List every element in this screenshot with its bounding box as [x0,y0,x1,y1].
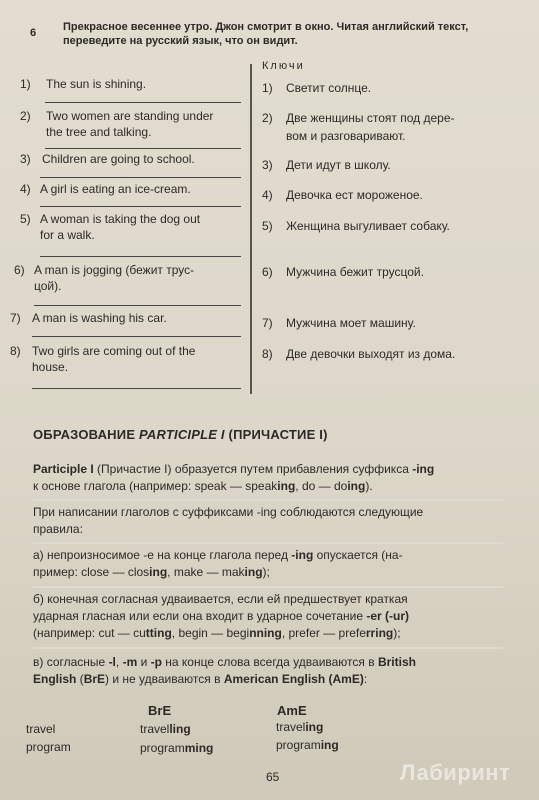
term-british: British [377,655,416,669]
rule-c [33,654,505,688]
key-number: 3) [262,158,273,172]
term-participle: Participle I [33,462,94,476]
text: ( [76,672,84,686]
key-number: 5) [262,219,273,233]
section-title-prefix: ОБРАЗОВАНИЕ [33,427,140,442]
exercise-item [20,181,245,199]
page-number: 65 [266,770,280,784]
answer-line [34,305,241,306]
exercise-text: Children are going to school. [42,152,195,166]
text: опускается (на- [313,548,403,562]
key-number: 6) [262,265,273,279]
exercise-text: Two women are standing under [46,109,214,123]
ending: ing [305,720,324,734]
key-text: Светит солнце. [286,81,372,95]
ending: ming [184,741,214,755]
exercise-text: the tree and talking. [46,125,152,139]
term-american: American English (AmE) [223,672,364,686]
key-text: вом и разговаривают. [286,129,406,143]
suffix: ing [347,479,366,493]
text: в) согласные [33,655,109,669]
column-divider [250,64,252,394]
text: , do — do [295,479,348,493]
text: ); [262,565,270,579]
key-number: 4) [262,188,273,202]
exercise-item [10,343,245,377]
table-cell-bre [140,722,191,736]
suffix: ing [149,565,168,579]
exercise-number: 3) [20,152,31,166]
exercise-item [10,310,245,328]
table-cell-word: program [26,740,71,754]
rule-b [33,591,505,642]
table-cell-ame [276,720,323,734]
text: (например: cut — cu [33,626,146,640]
table-cell-word: travel [26,722,56,736]
answer-line [45,102,241,103]
text: а) непроизносимое -е на конце глагола перед [33,548,292,562]
key-number: 8) [262,347,273,361]
answer-line [32,336,241,337]
suffix-er-ur: -er (-ur) [366,609,410,623]
key-text: Девочка ест мороженое. [286,188,423,202]
separator [33,542,503,544]
stem: travel [276,720,306,734]
exercise-text: A man is washing his car. [32,311,167,325]
exercise-text: for a walk. [40,228,95,242]
text: ) и не удваиваются в [105,672,224,686]
text: ). [365,479,373,493]
suffix: nning [249,626,282,640]
text: и [137,655,151,669]
text: , make — mak [167,565,245,579]
exercise-number: 1) [20,77,31,91]
answer-line [40,177,241,178]
text: При написании глаголов с суффиксами -ing соблюдаются следующие [33,505,424,519]
answer-line [40,206,241,207]
table-cell-ame [276,738,339,752]
suffix: ing [277,479,296,493]
suffix: -m [122,655,138,669]
keys-title: Ключи [262,60,305,72]
suffix-ing: -ing [412,462,435,476]
separator [33,586,503,588]
exercise-item [14,262,245,296]
text: : [363,672,368,686]
exercise-text: A woman is taking the dog out [40,212,201,226]
term-english: English [33,672,77,686]
stem: travel [140,722,170,736]
key-number: 7) [262,316,273,330]
key-text: Две женщины стоят под дере- [286,111,455,125]
exercise-number: 4) [20,182,31,196]
paragraph-definition [33,461,505,495]
text: , [115,655,123,669]
text: пример: close — clos [33,565,150,579]
task-instruction: Прекрасное весеннее утро. Джон смотрит в окно. Читая английский текст, переведите на русский язык, что он видит. [63,21,469,47]
suffix: rring [365,626,394,640]
paragraph-rules-intro [33,504,505,538]
exercise-text: The sun is shining. [46,77,147,91]
exercise-text: house. [32,360,69,374]
watermark-logo: Лабиринт [400,760,511,785]
key-text: Две девочки выходят из дома. [286,347,456,361]
term-bre: BrE [83,672,106,686]
suffix-ing: -ing [291,548,314,562]
exercise-number: 2) [20,109,31,123]
section-title-suffix: (ПРИЧАСТИЕ I) [224,427,328,442]
exercise-item [20,108,245,142]
text: ударная гласная или если она входит в ударное сочетание [33,609,367,623]
table-cell-bre [140,741,213,755]
exercise-number: 8) [10,344,21,358]
text: правила: [33,522,83,536]
suffix: -l [108,655,116,669]
section-title [33,427,328,442]
exercise-text: A girl is eating an ice-cream. [40,182,191,196]
exercise-item [20,151,245,169]
exercise-number: 5) [20,212,31,226]
suffix: ing [244,565,263,579]
key-text: Женщина выгуливает собаку. [286,219,450,233]
stem: program [276,738,321,752]
ending: ing [320,738,339,752]
exercise-item [20,211,245,245]
answer-line [40,256,241,257]
text: (Причастие I) образуется путем прибавления суффикса [93,462,413,476]
ending: ling [169,722,191,736]
separator [33,499,503,501]
key-text: Мужчина моет машину. [286,316,416,330]
answer-line [45,148,241,149]
rule-a [33,547,505,581]
section-title-term: PARTICIPLE I [139,427,225,442]
text: , prefer — prefe [281,626,366,640]
exercise-text: цой). [34,279,62,293]
key-text: Дети идут в школу. [286,158,391,172]
table-header-bre: BrE [148,703,172,718]
text: ); [393,626,401,640]
text: на конце слова всегда удваиваются в [161,655,378,669]
key-number: 2) [262,111,273,125]
key-number: 1) [262,81,273,95]
exercise-number: 6) [14,263,25,277]
stem: program [140,741,185,755]
key-text: Мужчина бежит трусцой. [286,265,424,279]
suffix: -p [150,655,162,669]
exercise-item [20,76,245,94]
task-number: 6 [30,27,37,39]
table-header-ame: AmE [277,703,307,718]
exercise-text: Two girls are coming out of the [32,344,196,358]
text: б) конечная согласная удваивается, если ей предшествует краткая [33,592,408,606]
text: , begin — begi [171,626,250,640]
suffix: tting [145,626,172,640]
answer-line [32,388,241,389]
separator [33,647,503,649]
exercise-text: A man is jogging (бежит трус- [34,263,195,277]
exercise-number: 7) [10,311,21,325]
text: к основе глагола (например: speak — speak [33,479,278,493]
